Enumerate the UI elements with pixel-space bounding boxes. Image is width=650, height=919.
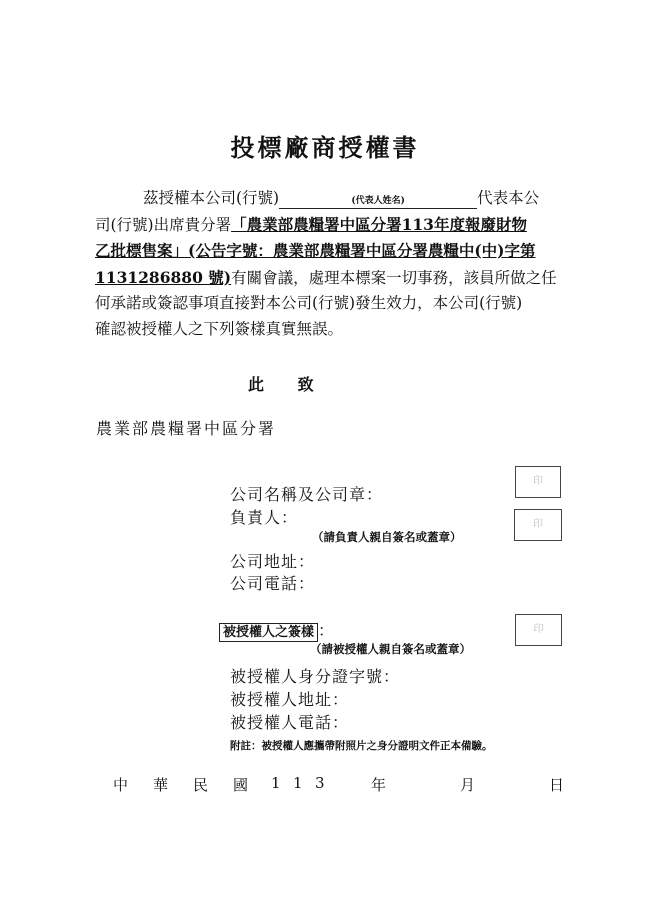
responsible-person-label: 負責人： [230, 508, 299, 527]
authorized-address-label: 被授權人地址： [230, 690, 350, 709]
company-phone-label: 公司電話： [230, 574, 316, 593]
document-title: 投標廠商授權書 [230, 133, 420, 162]
date-era-3: 民 [193, 776, 209, 794]
paragraph-line-5: 何承諾或簽認事項直接對本公司(行號)發生效力，本公司(行號) [95, 294, 523, 312]
date-era-4: 國 [233, 776, 249, 794]
tender-name: 「農業部農糧署中區分署113年度報廢財物 [231, 214, 527, 234]
company-address-label: 公司地址： [230, 552, 316, 571]
authorized-signature-label: 被授權人之簽樣 ： [219, 618, 335, 641]
paragraph-line-2: 司(行號)出席貴分署「農業部農糧署中區分署113年度報廢財物 [95, 214, 527, 234]
date-year-digit-3: 3 [315, 774, 325, 792]
paragraph-line-3 [95, 238, 585, 265]
authorized-signature-box: 被授權人之簽樣 [219, 623, 318, 642]
authorized-note: （請被授權人親自簽名或蓋章） [310, 642, 471, 656]
paragraph-line-1: 茲授權本公司(行號) (代表人姓名) 代表本公 [143, 189, 540, 207]
tender-name-cont: 乙批標售案」 [95, 241, 189, 260]
notice-number: (公告字號：農業部農糧署中區分署農糧中(中)字第 [188, 241, 536, 260]
representative-name-blank: (代表人姓名) [279, 194, 477, 209]
date-day-unit: 日 [549, 776, 565, 794]
paragraph-line-4: 1131286880 號)有關會議，處理本標案一切事務，該員所做之任 [95, 267, 557, 287]
responsible-seal-box: 印 [514, 509, 562, 541]
authorized-seal-box: 印 [515, 614, 562, 646]
authorization-paragraph [95, 186, 585, 342]
notice-number-cont: 1131286880 號) [95, 267, 232, 287]
company-seal-box: 印 [515, 466, 561, 498]
recipient: 農業部農糧署中區分署 [96, 419, 277, 438]
date-era-2: 華 [153, 776, 169, 794]
date-year-unit: 年 [371, 776, 387, 794]
salutation: 此 致 [248, 375, 328, 394]
authorized-phone-label: 被授權人電話： [230, 713, 350, 732]
date-year-digit-2: 1 [293, 774, 303, 792]
responsible-note: （請負責人親自簽名或蓋章） [312, 530, 462, 544]
date-era-1: 中 [113, 776, 129, 794]
paragraph-line-6: 確認被授權人之下列簽樣真實無誤。 [95, 319, 344, 338]
authorized-id-label: 被授權人身分證字號： [230, 667, 401, 686]
date-year-digit-1: 1 [271, 774, 281, 792]
company-name-seal-label: 公司名稱及公司章： [230, 485, 384, 504]
date-month-unit: 月 [460, 776, 476, 794]
remark-note: 附註：被授權人應攜帶附照片之身分證明文件正本備驗。 [230, 740, 493, 752]
